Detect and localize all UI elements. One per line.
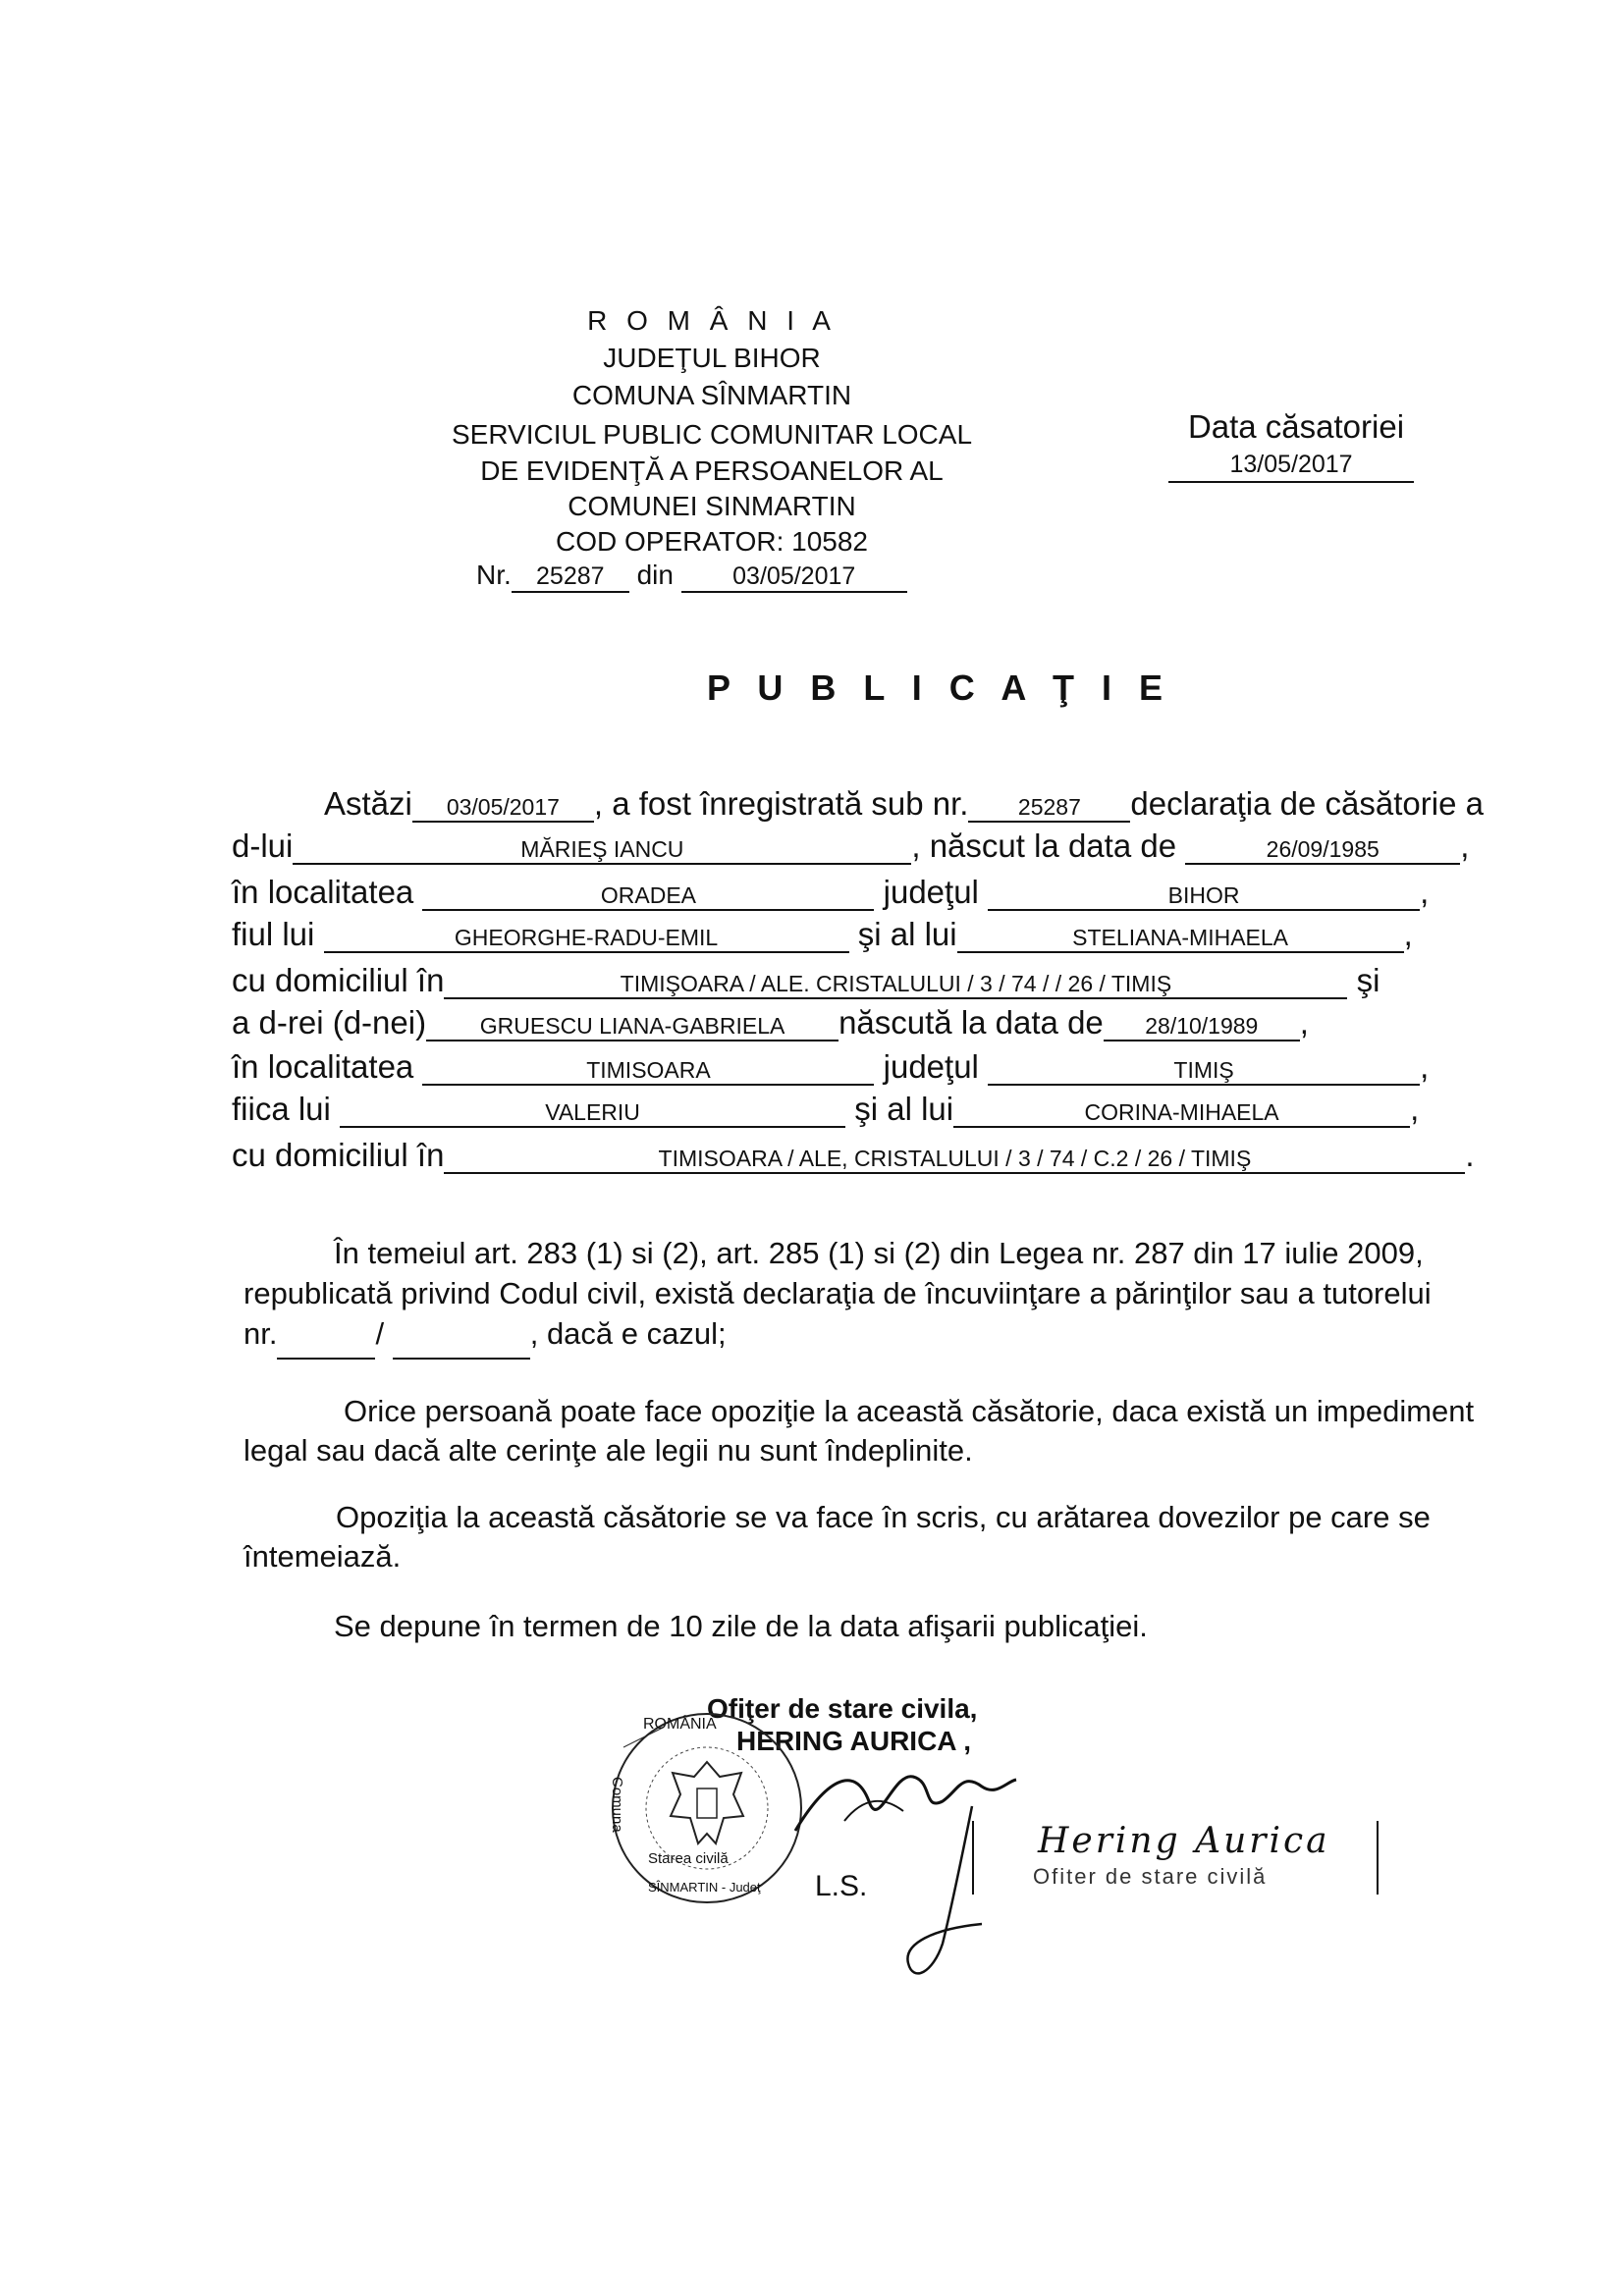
seal-top-text: ROMÂNIA [643,1716,717,1733]
groom-county: BIHOR [988,882,1420,911]
astazi-date: 03/05/2017 [412,794,594,823]
name-stamp-subtitle: Ofiter de stare civilă [1033,1864,1268,1889]
form-line-bride-locality [232,1048,1429,1086]
groom-domicile: TIMIŞOARA / ALE. CRISTALULUI / 3 / 74 / / 26 / TIMIŞ [444,971,1347,999]
service-line-3: COMUNEI SINMARTIN [568,491,856,521]
opposition-line-2: legal sau dacă alte cerinţe ale legii nu sunt îndeplinite. [243,1433,973,1468]
born-label: , născut la data de [911,828,1177,864]
marriage-date-label: Data căsatoriei [1187,408,1405,445]
deadline-text: Se depune în termen de 10 zile de la data afişarii publicaţiei. [334,1609,1148,1643]
din-value: 03/05/2017 [681,562,907,593]
nr-label: Nr. [476,560,512,590]
seal-center-text: Starea civilă [648,1850,729,1867]
daughter-label: fiica lui [232,1091,331,1127]
form-line-bride [232,1004,1309,1041]
opposition-line-1: Orice persoană poate face opoziţie la această căsătorie, daca există un impediment [344,1394,1475,1428]
registration-nr: 25287 [968,794,1130,823]
comma: , [1403,916,1413,952]
groom-name: MĂRIEŞ IANCU [293,836,911,865]
groom-locality: ORADEA [422,882,874,911]
domicile-label: cu domiciliul în [232,1137,445,1173]
bride-name: GRUESCU LIANA-GABRIELA [426,1013,839,1041]
comma: , [1420,874,1430,910]
comma: , [1410,1091,1420,1127]
and-label: şi al lui [857,916,957,952]
form-line-bride-domicile [232,1137,1475,1174]
comma: , [1420,1048,1430,1085]
county-heading: JUDEŢUL BIHOR [603,343,821,373]
form-line-bride-parents [232,1091,1419,1128]
seal-bottom-text: SÎNMARTIN - Judeţ [648,1880,761,1895]
legal-basis-line-3 [243,1314,727,1360]
declaration-text: declaraţia de căsătorie a [1130,785,1484,822]
document-title: P U B L I C A Ţ I E [707,667,1172,708]
bride-locality: TIMISOARA [422,1057,874,1086]
period: . [1465,1137,1475,1173]
service-line-2: DE EVIDENŢĂ A PERSOANELOR AL [480,455,944,486]
slash: / [375,1316,385,1351]
form-line-astazi [324,785,1484,823]
registered-text: , a fost înregistrată sub nr. [593,785,969,822]
astazi-label: Astăzi [324,785,412,822]
bride-birth-date: 28/10/1989 [1104,1013,1300,1041]
ls-mark: L.S. [815,1870,868,1902]
opposition-form-line-2: întemeiază. [243,1539,402,1574]
drei-label: a d-rei (d-nei) [232,1004,427,1041]
comma: , [1299,1004,1309,1041]
born-f-label: născută la data de [839,1004,1104,1041]
din-label: din [636,560,674,590]
official-seal [604,1708,810,1909]
name-stamp [972,1821,1379,1895]
officer-name: HERING AURICA , [736,1726,972,1756]
and-label: şi al lui [854,1091,954,1127]
form-line-groom-domicile [232,962,1380,999]
service-line-1: SERVICIUL PUBLIC COMUNITAR LOCAL [451,419,973,450]
dlui-label: d-lui [232,828,294,864]
officer-title: Ofiţer de stare civila, [707,1693,978,1724]
commune-heading: COMUNA SÎNMARTIN [571,380,852,410]
nr-prefix: nr. [243,1316,278,1351]
consent-date-blank [393,1318,530,1360]
bride-father: VALERIU [340,1099,845,1128]
name-stamp-text: Hering Aurica [1038,1821,1330,1861]
opposition-form-line-1: Opoziţia la această căsătorie se va face în scris, cu arătarea dovezilor pe care se [336,1500,1431,1534]
nr-value: 25287 [512,562,629,593]
form-line-groom-parents [232,916,1413,953]
domicile-label: cu domiciliul în [232,962,445,998]
bride-domicile: TIMISOARA / ALE, CRISTALULUI / 3 / 74 / C.2 / 26 / TIMIŞ [444,1146,1465,1174]
form-line-groom-locality [232,874,1429,911]
consent-nr-blank [277,1318,375,1360]
county-label: judeţul [883,874,979,910]
marriage-date-value: 13/05/2017 [1168,451,1414,483]
registration-number-line [476,560,907,593]
si-label: şi [1356,962,1380,998]
groom-birth-date: 26/09/1985 [1185,836,1460,865]
county-label: judeţul [883,1048,979,1085]
groom-mother: STELIANA-MIHAELA [957,925,1404,953]
groom-father: GHEORGHE-RADU-EMIL [324,925,849,953]
country-heading: R O M Â N I A [587,305,837,336]
form-line-groom [232,828,1469,865]
operator-code: COD OPERATOR: 10582 [556,526,868,557]
son-label: fiul lui [232,916,315,952]
nr-suffix: , dacă e cazul; [529,1316,727,1351]
legal-basis-line-1: În temeiul art. 283 (1) si (2), art. 285 (1) si (2) din Legea nr. 287 din 17 iulie 2009, [334,1236,1424,1270]
locality-label: în localitatea [232,874,414,910]
legal-basis-line-2: republicată privind Codul civil, există declaraţia de încuviinţare a părinţilor sau a tutorelui [243,1276,1432,1310]
seal-left-text: Comuna [609,1777,625,1833]
bride-mother: CORINA-MIHAELA [953,1099,1410,1128]
comma: , [1460,828,1470,864]
locality-label: în localitatea [232,1048,414,1085]
bride-county: TIMIŞ [988,1057,1420,1086]
